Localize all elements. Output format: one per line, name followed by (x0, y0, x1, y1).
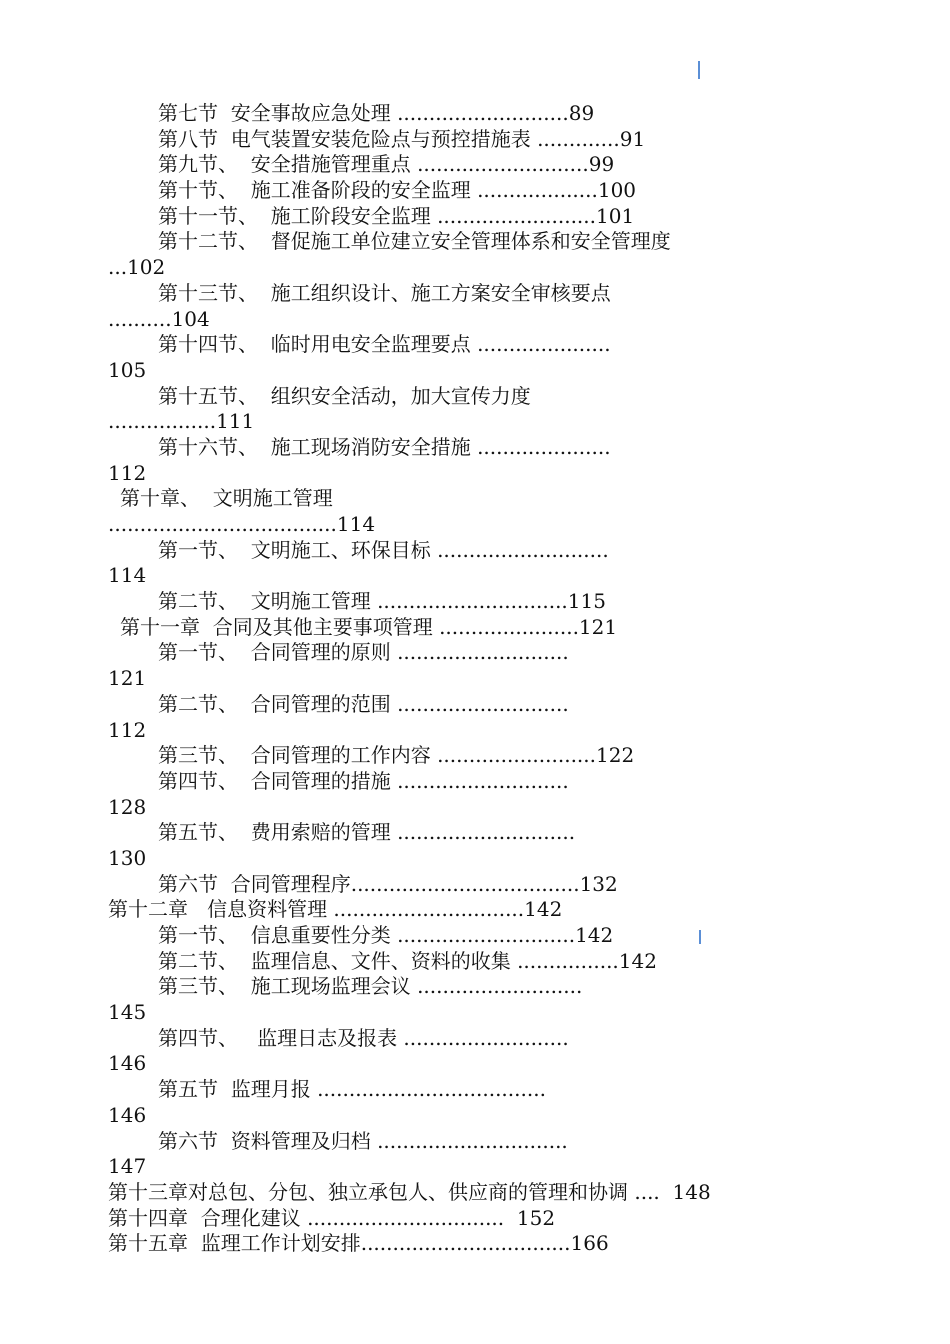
toc-line: 146 (108, 1102, 147, 1127)
toc-line: 第十二节、 督促施工单位建立安全管理体系和安全管理度 (158, 229, 671, 254)
toc-line: 第十节、 施工准备阶段的安全监理 ...................100 (158, 178, 637, 203)
toc-line: 130 (108, 845, 147, 870)
toc-line: 第三节、 施工现场监理会议 .......................... (158, 974, 583, 999)
toc-line: 146 (108, 1051, 147, 1076)
table-of-contents (108, 101, 848, 1257)
toc-line: 第十五章 监理工作计划安排.................................166 (108, 1231, 609, 1256)
toc-line: 114 (108, 563, 147, 588)
toc-line: ....................................114 (108, 512, 376, 536)
toc-line: 第十三章对总包、分包、独立承包人、供应商的管理和协调 .... 148 (108, 1179, 711, 1204)
toc-line: 第十六节、 施工现场消防安全措施 ..................... (158, 434, 611, 459)
toc-line: 第一节、 合同管理的原则 ........................... (158, 640, 569, 665)
toc-line: 第十一节、 施工阶段安全监理 .........................101 (158, 203, 635, 228)
toc-line: 112 (108, 460, 147, 485)
toc-line: 105 (108, 357, 147, 382)
toc-line: 第十四节、 临时用电安全监理要点 ..................... (158, 332, 611, 357)
toc-line: 第一节、 文明施工、环保目标 ........................... (158, 537, 609, 562)
toc-line: 第一节、 信息重要性分类 ............................142 (158, 923, 614, 947)
toc-line: 128 (108, 794, 147, 819)
toc-line: 第五节 监理月报 .................................... (158, 1077, 546, 1102)
toc-line: 121 (108, 666, 147, 691)
toc-line: 112 (108, 717, 147, 742)
toc-line: 第四节、 监理日志及报表 .......................... (158, 1025, 569, 1050)
toc-line: 第五节、 费用索赔的管理 ............................ (158, 820, 576, 845)
toc-line: 第十五节、 组织安全活动，加大宣传力度 (158, 383, 531, 408)
toc-line: 第十章、 文明施工管理 (120, 486, 333, 511)
toc-line: 第六节 资料管理及归档 .............................. (158, 1128, 568, 1153)
toc-line: 147 (108, 1154, 147, 1179)
toc-line: 第九节、 安全措施管理重点 ...........................99 (158, 152, 615, 177)
toc-line: .................111 (108, 409, 255, 434)
toc-line: 第十四章 合理化建议 ............................... 152 (108, 1205, 556, 1230)
toc-line: 第二节、 监理信息、文件、资料的收集 ................142 (158, 948, 657, 973)
toc-line: ..........104 (108, 306, 210, 331)
toc-line: 第十二章 信息资料管理 ..............................142 (108, 897, 563, 922)
toc-line: ...102 (108, 255, 166, 280)
toc-line: 145 (108, 1000, 147, 1025)
toc-line: 第四节、 合同管理的措施 ........................... (158, 768, 569, 793)
cursor-marker-top (698, 61, 700, 79)
toc-line: 第二节、 合同管理的范围 ........................... (158, 691, 569, 716)
toc-line: 第二节、 文明施工管理 ..............................115 (158, 589, 606, 614)
toc-line: 第十一章 合同及其他主要事项管理 ......................121 (120, 614, 618, 639)
toc-line: 第六节 合同管理程序....................................132 (158, 871, 618, 896)
toc-line: 第十三节、 施工组织设计、施工方案安全审核要点 (158, 280, 611, 305)
toc-line: 第八节 电气装置安装危险点与预控措施表 .............91 (158, 126, 646, 151)
toc-line: 第三节、 合同管理的工作内容 .........................122 (158, 743, 635, 768)
toc-line: 第七节 安全事故应急处理 ...........................89 (158, 101, 595, 125)
